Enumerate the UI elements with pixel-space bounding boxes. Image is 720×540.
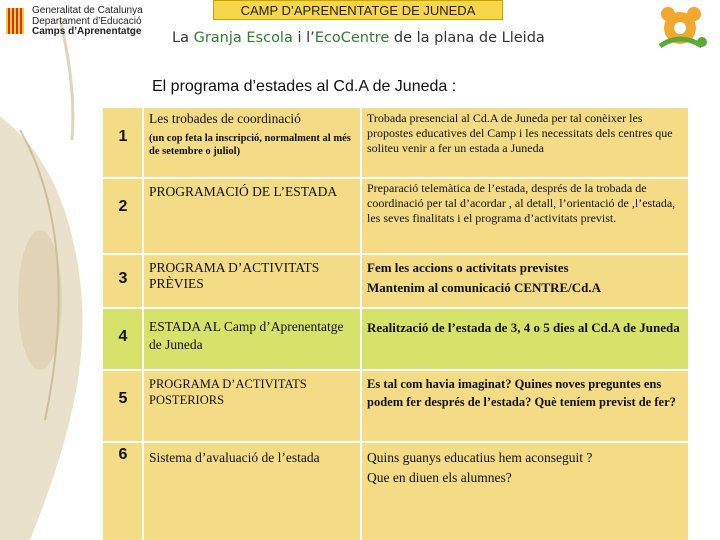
row-1-right: Trobada presencial al Cd.A de Juneda per tal conèixer les propostes educatives del Camp i les necessitats dels centres que soliteu venir a fer un estada a Juneda [361, 108, 688, 178]
catalan-flag-icon [6, 8, 24, 34]
row-4-number: 4 [103, 308, 143, 370]
row-1-left-note: (un cop feta la inscripció, normalment al més de setembre o juliol) [149, 133, 351, 157]
row-3-right [361, 254, 688, 308]
row-5-left: PROGRAMA D’ACTIVITATS POSTERIORS [143, 370, 361, 442]
subtitle-part-5: Centre [340, 30, 390, 46]
subtitle-part-4: Eco [314, 30, 341, 46]
row-5-right: Es tal com havia imaginat? Quines noves preguntes ens podem fer després de l’estada? Què teníem previst de fer? [361, 370, 688, 442]
ecocentre-logo-icon [650, 2, 712, 54]
column-divider [360, 108, 362, 540]
row-5-number: 5 [103, 370, 143, 442]
column-divider [142, 108, 144, 540]
header-title: CAMP D’APRENENTATGE DE JUNEDA [213, 0, 503, 20]
logo-line-1: Generalitat de Catalunya [32, 5, 143, 16]
row-1-number: 1 [103, 108, 143, 178]
row-divider [103, 177, 688, 179]
row-divider [103, 441, 688, 443]
generalitat-logo [6, 6, 156, 40]
logo-line-3: Camps d’Aprenentatge [32, 26, 142, 37]
row-divider [103, 307, 688, 309]
row-3-left: PROGRAMA D’ACTIVITATS PRÈVIES [143, 254, 361, 308]
subtitle-part-2: Granja Escola [193, 30, 293, 46]
row-2-left: PROGRAMACIÓ DE L’ESTADA [143, 178, 361, 254]
program-table [103, 108, 688, 540]
row-3-right-line-1: Fem les accions o activitats previstes [367, 260, 569, 275]
logo-line-2: Departament d’Educació [32, 15, 142, 27]
row-1-left-title: Les trobades de coordinació [149, 111, 301, 126]
row-2-number: 2 [103, 178, 143, 254]
page-title: El programa d’estades al Cd.A de Juneda : [152, 78, 457, 95]
row-4-right: Realització de l’estada de 3, 4 o 5 dies al Cd.A de Juneda [361, 308, 688, 370]
row-6-right-line-2: Que en diuen els alumnes? [367, 470, 512, 485]
logo-text [32, 6, 143, 38]
row-4-left: ESTADA AL Camp d’Aprenentatge de Juneda [143, 308, 361, 370]
row-6-left: Sistema d’avaluació de l’estada [143, 442, 361, 540]
row-3-right-line-2: Mantenim al comunicació CENTRE/Cd.A [367, 280, 601, 295]
row-6-number: 6 [103, 442, 143, 540]
row-6-right-line-1: Quins guanys educatius hem aconseguit ? [367, 450, 593, 465]
row-2-right: Preparació telemàtica de l’estada, després de la trobada de coordinació per tal d’acordar , al detall, l’orientació de ,l’estada, les seves finalitats i el programa d’activitats previst. [361, 178, 688, 254]
row-divider [103, 253, 688, 255]
subtitle [172, 30, 545, 46]
row-6-right [361, 442, 688, 540]
row-divider [103, 369, 688, 371]
row-3-number: 3 [103, 254, 143, 308]
row-1-left [143, 108, 361, 178]
subtitle-part-6: de la plana de Lleida [389, 30, 545, 46]
subtitle-part-3: i l’ [292, 30, 315, 46]
subtitle-part-1: La [172, 30, 194, 46]
